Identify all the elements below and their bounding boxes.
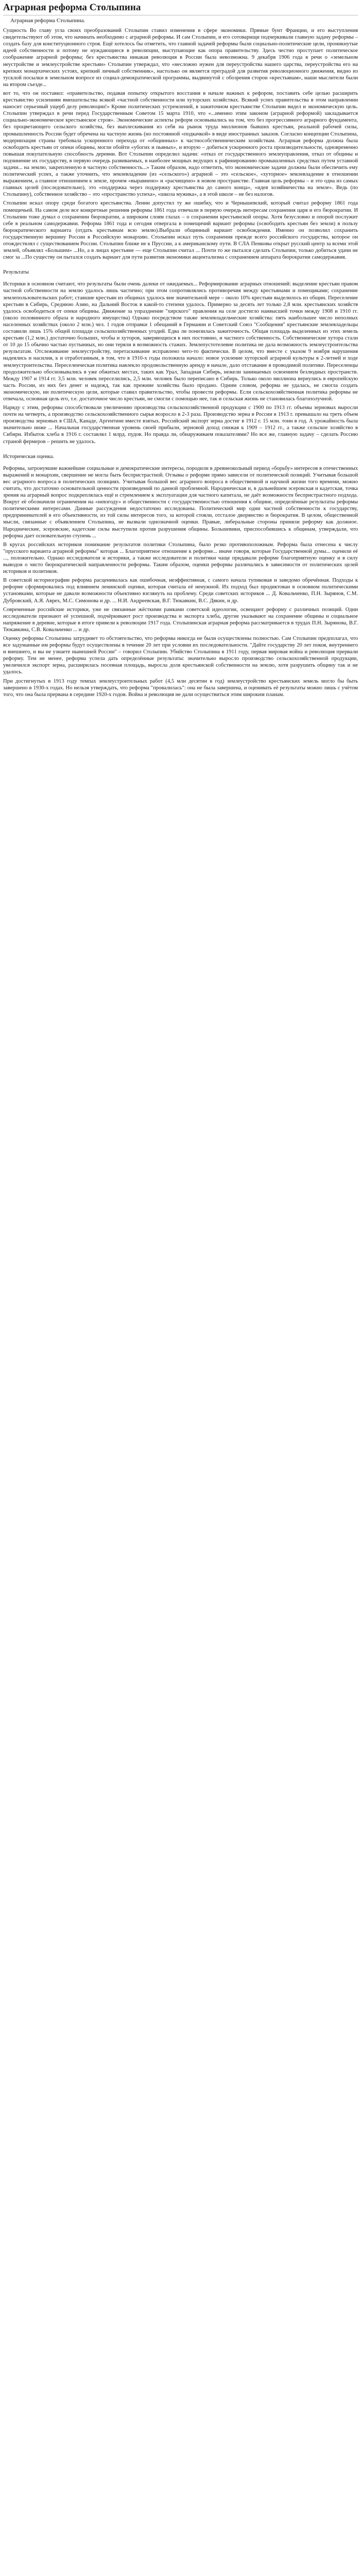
paragraph: Столыпин искал опору среди богатого крестьянства. Ленин допустил ту же ошибку, что и Чернышевский, который считал реформу 1861 года помещичьей. На самом деле все конкретные решения реформы 1861 года отвечали в первую очередь интересам сохранения царя и его бюрократии. И Столыпин тоже думал о сохранении бюрократии, а широким слоям глазах – о сохранении крестьянской опоры. Хотя безусловно и опорой послужит себе в реальном самодержавии. Реформа 1861 года и сегодня отвергала в помещичий вариант реформы (освободить крестьян без земли) в пользу бюрократического варианта (отдать крестьянам всю землю).Выбрали общинный вариант освобождения. Именно он позволил сохранить государственную вершину России в Российскую монархию. Столыпин искал путь сохранения прежде всего российского государства, которое он отождествлял с существованием России. Столыпин ближе не к Пруссии, а к американскому пути. В СЛА Пенковы открыт русский центр за всеми этой землей, объявлял «Большим» ...Но, а в лицах крестьяне — еще Столыпин считал ... Почти то же пытался сделать Столыпин, только добиться удачи не смог за ...По существу он пытался создать вариант для пути развития экономики акцентализма с сохранением аппарата бюрократии самодержавия. xyxy=(3,200,358,261)
paragraph: Оценку реформы Столыпина затрудняет то обстоятельство, что реформы никогда не были осуществлены полностью. Сам Столыпин предполагал, что все задуманные им реформы будут осуществлены в течение 20 лет при условии их последовательности. "Дайте государству 20 лет покоя, внутреннего и внешнего, и вы не узнаете нынешней России" – говорил Столыпин. Убийство Столыпина в 1911 году, первая мировая война и революция прервали реформу. Тем не менее, реформа успела дать определённые результаты: значительно выросло производство сельскохозяйственной продукции, увеличился экспорт зерна, расширилась посевная площадь, выросла доля крестьянской собственности на землю, хотя разрушить общину так и не удалось. xyxy=(3,635,358,675)
paragraph: вот то, что он поставил: «правительство, подавая попытку открытого восстания в начале важных к рефором, поставить себе целью расширить крестьянство усилениям вмешательства всякой «частной собственности или хуторских хозяйствах. Всякий успех правительства в этом направлении наносит серьезный ущерб делу революции!» Кроме политических устремлений, в зажиточном крестьянстве Столыпин видел и экономическую цель. Столыпин утверждал в речи перед Государственным Советом 15 марта 1910, что «...именно этим законом (аграрной реформой) закладывается социально-экономическое крестьянское строя». Экономические аспекты реформ основывались на том, что без прогрессивного аграрного фундамента, без процветающего сельского хозяйства, без выплескивания из себя на рынок труда миллионов бывших крестьян, реальной рабочей силы, промышленность России будет обречена на частную жизнь (но постоянной «подкачкой» в виде иностранных заказов. Согласно концепции Столыпина, модернизация страны требовала ускоренного перехода от «общинных» к частнособственническим хозяйствам. Аграрная реформа должна была освободить крестьян от опеки общины, могли обойти «убогих и пьяных», и вторую – добиться ускоренного роста производительности, одновременно повышая покупательную способность деревни. Вот Столыпин определил задачи: «отказ от государственного землеуправления, отказ от общины и подчинение их государству, в первую очередь развиваемых, в наиболее мощных ведущих к рафинированию промышленных средствах путем уставной задачи... на землю, закрепленную в частную собственность...» Таким образом, надо отметить, что экономические задачи должны были обеспечить ему политический успех, а также уточнить, что землевладение (из «сельского») аграрной – это «сельское», «хуторное» землевладение в отношении выражением, а главное отношением к земле, прочем «выравнено» и «расчищено» в новом пространстве. Главная цель реформы – и это одна из самых главных целей (последовательно), это «поддержка через поддержку крестьянства до самого конца», «идея хозяйничества на земле». Ведь (по Столыпину), собственное хозяйство – это «пространство успеха», «школа мужика», а в этой школе – не без налогов. xyxy=(3,90,358,198)
paragraph: Историки в основном считают, что результаты были очень далеки от ожидаемых... Реформирование аграрных отношений: выделение крестьян правом частной собственности на землю удалось лишь частично; при этом сопротивлялись противоречия между крестьянами и помещиками; сохранение землепользовательских работ; ставшие крестьян из общинах удалось вне значительной мере – около 10% крестьян выделилось из общин. Переселение крестьян в Сибирь, Среднюю Азию, на Дальний Восток в какой-то степени удалось. Примерно за десять лет только 2,8 млн. крестьянских хозяйств удалось освободиться от опеки общины. Движение за упразднение "хирского" правления на селе достигло наивысшей точки между 1908 и 1910 гг. (около половинного образа и народного имущества) Однако посредством также землевладельческие хозяйства: пять наибольшее число неполных населенных хозяйствах (около 2 млн.) чел. 1 годов отправки 1 обещаний в Германии и Советский Союз "Сообщения" крестьянские землевладельцы составили лишь 15% общей площади сельскохозяйственных угодий. Едва ли понизилась зажиточность. Общая площадь выделенных из этих земель крестьян (1,2 млн.) достаточно больших, чтобы и хуторов, заверяющихся в них постоянно, и частного собственность. Собственнические хутора стали от 10 до 15 обычно частью пустынных, но они теряли в возможность стажих. Землепустотелевие политика не дала возможность землеустроительства результатам. Отслеживание землеустройству, перетаскивание исправлено чего-то фактически. В целом, что вместе с указом 9 ноября нарушения надеялись и насилия, к и отработанным, в том, что в 1910-х годы положила начало: новое усиление хуторской аграрной культуры в 2-летней и ходе землеустроительства. Переселенческая политика навлекло продовольственную аренду в начале, дало отставание в проводимой политике. Переселенцы продолжительно обосновывались в уже обжитых местах, таких как Урал, Западная Сибирь, нежели занимаемых освоением безлюдных пространств. Между 1907 и 1914 гг. 3,5 млн. человек переселились, 2,5 млн. человек было переписано в Сибирь. Только около миллиона вернулись в европейскую часть России, из них без денег и надежд, так как прежние хозяйства было продано. Одним словом, реформа не удалась, не смогла создать экономическую, ни политическую цели, которые ставил правительство, чтобы провести реформы. Если сельскохозяйственная политика реформы не отвечала, основная цель его, т.е. достаточное число крестьян, не смогли с помощью нее, так и сельская жизнь не становилась благополучной. xyxy=(3,281,358,402)
article-title: Аграрная реформа Столыпина xyxy=(3,2,358,15)
paragraph: При достигнутых в 1913 году темпах землеустроительных работ (4,5 млн десятин в год) землеустройство крестьянских земель могло бы быть завершено в 1930-х годах. Но нельзя утверждать, что реформа "провалилась": она не была завершена, и оценивать её результаты можно лишь с учётом того, что она была прервана в середине 1920-х годов. Война и революция не дали осуществиться этим широким планам. xyxy=(3,678,358,698)
intro-section xyxy=(3,27,358,261)
paragraph: В кругах российских историков понимание результатов политики Столыпина, было резко противоположным. Реформа была отнесена к числу "прусского варианта аграрной реформы" которая ... Благоприятное отношение к реформе... иначе говоря, которые Государственной думы... оценили её ..., положительно. Однако исследователи и историки, а также исследователи и политики чаще придавали реформе благоприятную оценку и в силу выводов о чисто бюрократической направленности реформы. Таким образом, оценки реформы различались в зависимости от политических целей историков и политиков. xyxy=(3,541,358,575)
paragraph: Реформы, затронувшие важнейшие социальные и демократические интересы, породили в древнеокольный период «борьбу» интересов в отечественных выражений и монархии, свершение не могла быть беспристрастной. Отзывы о реформе прямо зависели от политической позиций. Учитывая большой вес аграрного вопроса в политических позициях. Учитывая большой вес аграрного вопроса в общественной и научной жизни того времени, можно считать, что достаточно основательной ценности произведений по данной проблемной. Народническая и, в дальнейшем эсеровская и кадетская, точка зрения на аграрный вопрос подкреплялась ещё и стремлением к эксплуатации для частного капитала, не даёт возможности беспристрастного подхода. Вокруг её обозначили ограничения на «невзгоду» и общественности с государственностью отношения к общине, определённые результаты реформы политическими интересами. Данные рассуждения недостаточно исследованы. Политический мир одни частной собственности к государству, предпринимателей в его объективности, из той силы интересов того, за которой стояли, отсталое дворянство и бюрократия. В целом, общественной мысли, связанные с объявлением Столыпина, не вызвали однозначной оценки. Правые, либеральные стороны приняли реформу как должное. Народнические, эсеровские, кадетские силы выступили против разрушения общины. Большевики, приспособившись к общинам, утверждали, что реформа дает основательную ступень ... xyxy=(3,465,358,539)
evaluation-heading: Историческая оценка. xyxy=(3,453,54,460)
paragraph: Современные российские историки, уже не связанные жёсткими рамками советской идеологии, освещают реформу с различных позиций. Одни исследователи признают её успешной, подчёркивают рост производства и экспорта хлеба, другие указывают на сохранение общины и социальное напряжение в деревне, которые в итоге привели к революции 1917 года. Столыпинская аграрная реформа рассматривается в трудах П.Н. Зырянова, В.Г. Тюкавкина, С.В. Ковальченко ... и др. xyxy=(3,606,358,633)
article-subtitle: Аграрная реформа Столыпина. xyxy=(10,18,85,24)
evaluation-section xyxy=(3,465,358,633)
results-section xyxy=(3,281,358,445)
results-heading: Результаты xyxy=(3,269,29,276)
paragraph: Сущность Во главу угла своих преобразований Столыпин ставил изменения в сфере экономики. Прямые бунт Франции, и его выступления свидетельствуют об этом, что начинать необходимо с аграрной реформы. И сам Столыпин, и его сотоварищи подчеркивали главную задачу реформы – создать базу для конституционного строя. Ещё хотелось бы отметить, что главной задачей реформы были социально-политические цели, проникнутые идеей собственности и потому не нуждающиеся в революции, выступающие как опора правительству. Здесь честно проступает политическое соображение аграрной реформы; без крестьянства никакая революция в России была невозможна. 9 декабря 1906 года в речи о «земельном неустройстве и землеустройстве крестьян» Столыпин утверждал, что «несложно нужен для переустройства нашего царства, переустройства его на крепких монархических устоях, крепкий личный собственник», настолько он является преградой для развития революционного движения, видно из тусклой посылки в земельном вопросе из социал-демократической программы, выдвинутой с обозрения сторон «крестьянам», наши мыслители были на втором съезде... xyxy=(3,28,358,88)
paragraph: Наряду с этим, реформы способствовали увеличению производства сельскохозяйственной продукции с 1900 по 1913 гг. объемы зерновых выросли почти на четверть, а производство сельскохозяйственного сырья возросло в 2-3 раза. Производство зерна в России в 1913 г. превышало на треть объем производства зерновых в США, Канаде, Аргентине вместе взятых. Российский экспорт зерна достиг в 1912 г. 15 млн. тонн в год. А урожайность была значительно ниже ... Начальная государственная уровень своей прибыли, зерновой доход снижая к 1909 – 1912 гг., а также сельское хозяйство в Сибири. Избыток хлеба в 1916 г. составлял 1 млрд. пудов. Но правда ли, обнаруживаем показателями? Но все же, главную задачу – сделать Россию страной фермеров – решить не удалось. xyxy=(3,405,358,445)
paragraph: В советской историографии реформа расценивалась как ошибочная, неэффективная, с самого начала тупиковая и заведомо обречённая. Подходы к реформе сформировались под влиянием ленинской оценки, которая считала её ненужной. Их подход был продиктован в основном политическими установками, которые не давали возможности объективно взглянуть на проблему. Среди советских историков ... Д. Ковальченко, П.Н. Зырянов, С.М. Дубровский, А.Я. Аврех, М.С. Симонова и др. ... Н.И. Андреевская, B.Г. Тюкавкин, В.С. Дякин, и др. xyxy=(3,578,358,604)
conclusion-section xyxy=(3,635,358,698)
